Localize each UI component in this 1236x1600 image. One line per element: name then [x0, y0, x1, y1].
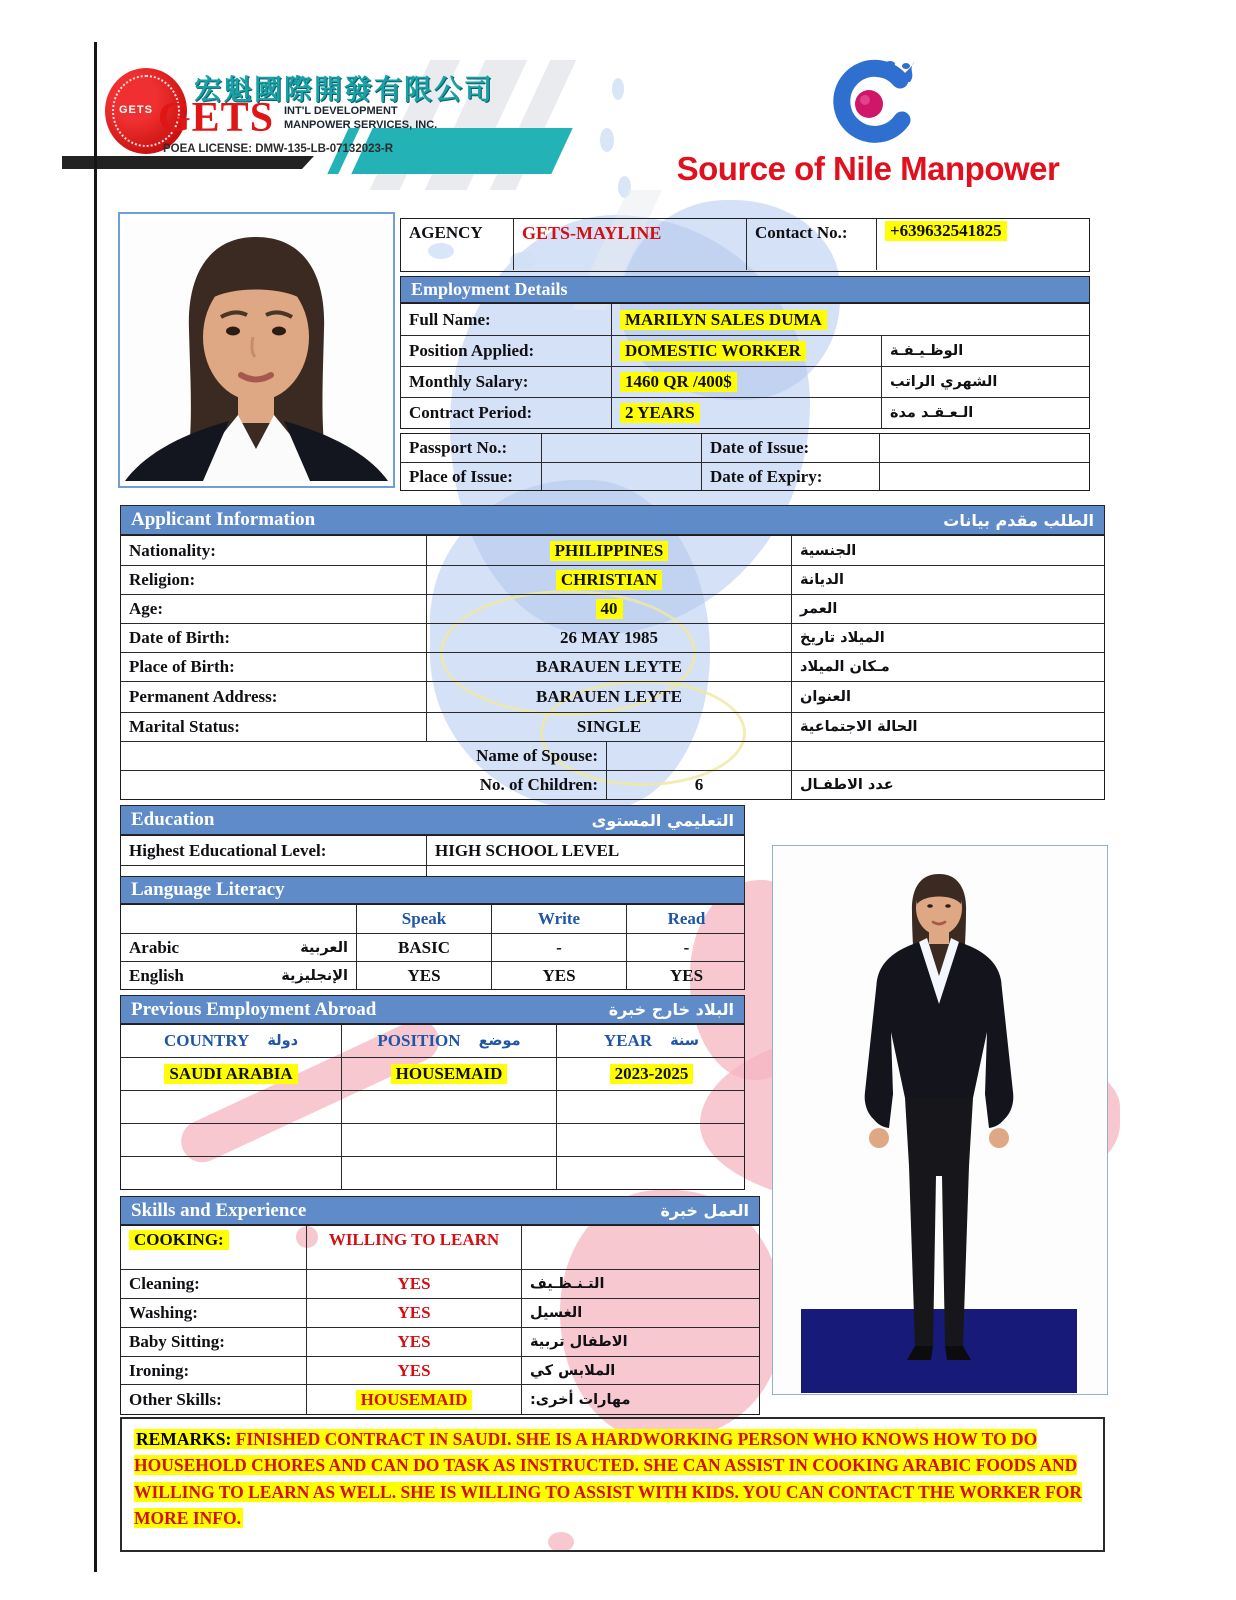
passport-table — [400, 433, 1090, 491]
prev-empty-cell — [121, 1124, 341, 1156]
other-skills-arabic: مهارات أخرى: — [521, 1385, 761, 1414]
dob-value: 26 MAY 1985 — [426, 624, 791, 652]
washing-label: Washing: — [129, 1303, 198, 1322]
religion-arabic: الديانة — [791, 566, 1106, 594]
col-position — [341, 1025, 556, 1057]
remarks-label: REMARKS: — [136, 1429, 232, 1449]
language-row-arabic — [121, 934, 356, 961]
previous-employment-title-arabic: البلاد خارج خبرة — [608, 1000, 734, 1019]
col-country-ar: دولة — [267, 1033, 299, 1049]
education-table — [120, 835, 745, 877]
education-section — [120, 805, 745, 877]
place-of-issue-label: Place of Issue: — [409, 466, 513, 486]
other-skills-value: HOUSEMAID — [306, 1385, 521, 1414]
col-year-ar: سنة — [670, 1033, 700, 1049]
gets-logo-circle-text: GETS — [119, 104, 153, 116]
nationality-label: Nationality: — [129, 540, 216, 560]
col-position-en: POSITION — [377, 1031, 461, 1050]
portrait-illustration — [125, 219, 388, 481]
language-col-blank — [121, 905, 356, 933]
nile-logo-icon — [818, 58, 928, 153]
date-of-issue-label: Date of Issue: — [701, 434, 879, 462]
skills-title: Skills and Experience — [131, 1199, 307, 1221]
salary-label-arabic: الشهري الراتب — [881, 367, 1091, 397]
religion-value: CHRISTIAN — [426, 566, 791, 594]
other-skills-label: Other Skills: — [129, 1389, 222, 1409]
prev-empty-cell — [556, 1157, 746, 1189]
address-arabic: العنوان — [791, 682, 1106, 712]
applicant-information-table — [120, 535, 1105, 800]
washing-value: YES — [306, 1299, 521, 1327]
washing-arabic: الغسيل — [521, 1299, 761, 1327]
applicant-information-section — [120, 505, 1105, 800]
remarks-box — [120, 1417, 1105, 1552]
applicant-full-body-photo — [772, 845, 1108, 1395]
pob-value: BARAUEN LEYTE — [426, 653, 791, 681]
agency-table — [400, 218, 1090, 272]
education-level-label: Highest Educational Level: — [129, 840, 327, 860]
address-value: BARAUEN LEYTE — [426, 682, 791, 712]
col-country-en: COUNTRY — [163, 1031, 250, 1050]
gets-logo-subtitle-line2: MANPOWER SERVICES, INC. — [284, 119, 438, 131]
cleaning-value: YES — [306, 1270, 521, 1298]
language-arabic-en: Arabic — [129, 937, 180, 957]
language-arabic-ar: العربية — [300, 939, 348, 956]
english-read-value: YES — [626, 962, 746, 989]
passport-no-label: Passport No.: — [409, 438, 508, 457]
spouse-value — [606, 742, 791, 770]
language-english-ar: الإنجليزية — [281, 967, 348, 984]
page-left-scan-line — [94, 42, 97, 1572]
arabic-read-value: - — [626, 934, 746, 961]
education-title-arabic: التعليمي المستوى — [591, 810, 734, 830]
cleaning-arabic: التـنـظـيف — [521, 1270, 761, 1298]
nationality-value: PHILIPPINES — [426, 536, 791, 565]
language-english-en: English — [129, 965, 184, 985]
arabic-speak-value: BASIC — [356, 934, 491, 961]
prev-empty-cell — [341, 1091, 556, 1123]
col-year — [556, 1025, 746, 1057]
age-arabic: العمر — [791, 595, 1106, 623]
prev-country-value: SAUDI ARABIA — [121, 1058, 341, 1090]
nationality-arabic: الجنسية — [791, 536, 1106, 565]
gets-logo-subtitle — [284, 104, 437, 132]
prev-position-value: HOUSEMAID — [341, 1058, 556, 1090]
gets-logo-chinese-title: 宏魁國際開發有限公司 — [194, 73, 495, 106]
education-empty-cell — [426, 866, 746, 876]
skills-table — [120, 1225, 760, 1415]
previous-employment-section — [120, 995, 745, 1190]
applicant-portrait-photo — [118, 212, 395, 488]
spouse-arabic — [791, 742, 1106, 770]
full-name-label: Full Name: — [409, 309, 491, 329]
agency-contact-value: +639632541825 — [876, 219, 1091, 270]
poea-license-text: POEA LICENSE: DMW-135-LB-07132023-R — [163, 143, 394, 155]
position-label: Position Applied: — [409, 341, 535, 360]
ironing-label: Ironing: — [129, 1360, 190, 1380]
position-value: DOMESTIC WORKER — [611, 336, 881, 366]
skills-header — [120, 1196, 760, 1225]
prev-year-value: 2023-2025 — [556, 1058, 746, 1090]
skills-section — [120, 1196, 760, 1415]
language-col-speak: Speak — [356, 905, 491, 933]
language-col-read: Read — [626, 905, 746, 933]
date-of-expiry-value — [879, 463, 1091, 490]
skills-title-arabic: العمل خبرة — [660, 1201, 749, 1220]
previous-employment-title: Previous Employment Abroad — [131, 998, 377, 1020]
prev-empty-cell — [556, 1091, 746, 1123]
remarks-text — [134, 1429, 1082, 1528]
gets-logo-subtitle-line1: INT'L DEVELOPMENT — [284, 105, 398, 117]
cleaning-label: Cleaning: — [129, 1274, 200, 1293]
watermark-footprint — [612, 78, 624, 100]
english-speak-value: YES — [356, 962, 491, 989]
marital-value: SINGLE — [426, 713, 791, 741]
education-header — [120, 805, 745, 835]
pob-arabic: مـكان الميلاد — [791, 653, 1106, 681]
pob-label: Place of Birth: — [129, 657, 235, 676]
col-year-en: YEAR — [603, 1031, 653, 1050]
employment-details-table — [400, 303, 1090, 429]
employment-details-header — [400, 276, 1090, 303]
prev-empty-cell — [121, 1091, 341, 1123]
full-name-value: MARILYN SALES DUMA — [611, 304, 1091, 335]
babysitting-label: Baby Sitting: — [129, 1332, 225, 1351]
language-literacy-header — [120, 876, 745, 904]
prev-empty-cell — [121, 1157, 341, 1189]
employment-details-title: Employment Details — [411, 279, 568, 299]
salary-value: 1460 QR /400$ — [611, 367, 881, 397]
religion-label: Religion: — [129, 570, 196, 589]
education-empty-cell — [121, 866, 426, 876]
marital-label: Marital Status: — [129, 717, 240, 736]
agency-contact-label: Contact No.: — [746, 219, 876, 270]
contract-value: 2 YEARS — [611, 398, 881, 428]
prev-empty-cell — [556, 1124, 746, 1156]
agency-name: GETS-MAYLINE — [513, 219, 746, 270]
arabic-write-value: - — [491, 934, 626, 961]
age-value: 40 — [426, 595, 791, 623]
col-position-ar: موضع — [478, 1033, 521, 1049]
marital-arabic: الحالة الاجتماعية — [791, 713, 1106, 741]
applicant-information-title-arabic: الطلب مقدم بيانات — [943, 510, 1094, 530]
dob-label: Date of Birth: — [129, 628, 231, 647]
full-body-illustration — [773, 846, 1106, 1393]
babysitting-value: YES — [306, 1328, 521, 1356]
passport-no-value — [541, 434, 701, 462]
english-write-value: YES — [491, 962, 626, 989]
date-of-expiry-label: Date of Expiry: — [701, 463, 879, 490]
education-title: Education — [131, 809, 215, 830]
children-value: 6 — [606, 771, 791, 799]
nile-logo-title: Source of Nile Manpower — [676, 150, 1060, 187]
language-col-write: Write — [491, 905, 626, 933]
date-of-issue-value — [879, 434, 1091, 462]
language-literacy-title: Language Literacy — [131, 879, 285, 900]
gets-logo-acronym: GETS — [158, 95, 275, 141]
prev-empty-cell — [341, 1124, 556, 1156]
previous-employment-header — [120, 995, 745, 1024]
language-row-english — [121, 962, 356, 989]
salary-label: Monthly Salary: — [409, 372, 529, 391]
children-arabic: عدد الاطفـال — [791, 771, 1106, 799]
age-label: Age: — [129, 599, 163, 618]
dob-arabic: الميلاد تاريخ — [791, 624, 1106, 652]
babysitting-arabic: الاطفال تربية — [521, 1328, 761, 1356]
children-label: No. of Children: — [479, 775, 598, 794]
col-country — [121, 1025, 341, 1057]
header-black-bar — [62, 156, 314, 169]
education-level-value: HIGH SCHOOL LEVEL — [426, 836, 746, 865]
employment-details-section — [400, 276, 1090, 491]
agency-label: AGENCY — [409, 223, 483, 242]
watermark-footprint — [600, 128, 614, 152]
applicant-information-title: Applicant Information — [131, 509, 316, 530]
remarks-body: FINISHED CONTRACT IN SAUDI. SHE IS A HARDWORKING PERSON WHO KNOWS HOW TO DO HOUSEHOLD CHORES AND CAN DO TASK AS INSTRUCTED. SHE CAN ASSIST IN COOKING ARABIC FOODS AND WILLING TO LEARN AS WELL. SHE IS WILLING TO ASSIST WITH KIDS. YOU CAN CONTACT THE WORKER FOR MORE INFO. — [134, 1429, 1083, 1528]
prev-empty-cell — [341, 1157, 556, 1189]
language-literacy-table — [120, 904, 745, 990]
previous-employment-table — [120, 1024, 745, 1190]
contract-label-arabic: الـعـقـد مدة — [881, 398, 1091, 428]
spouse-label: Name of Spouse: — [476, 746, 598, 765]
ironing-arabic: الملابس كي — [521, 1357, 761, 1384]
applicant-information-header — [120, 505, 1105, 535]
cooking-value: WILLING TO LEARN — [306, 1226, 521, 1269]
contract-label: Contract Period: — [409, 403, 533, 422]
language-literacy-section — [120, 876, 745, 990]
place-of-issue-value — [541, 463, 701, 490]
cooking-arabic — [521, 1226, 761, 1269]
ironing-value: YES — [306, 1357, 521, 1384]
cooking-label: COOKING: — [121, 1226, 306, 1269]
address-label: Permanent Address: — [129, 687, 278, 706]
position-label-arabic: الوظـيـفـة — [881, 336, 1091, 366]
